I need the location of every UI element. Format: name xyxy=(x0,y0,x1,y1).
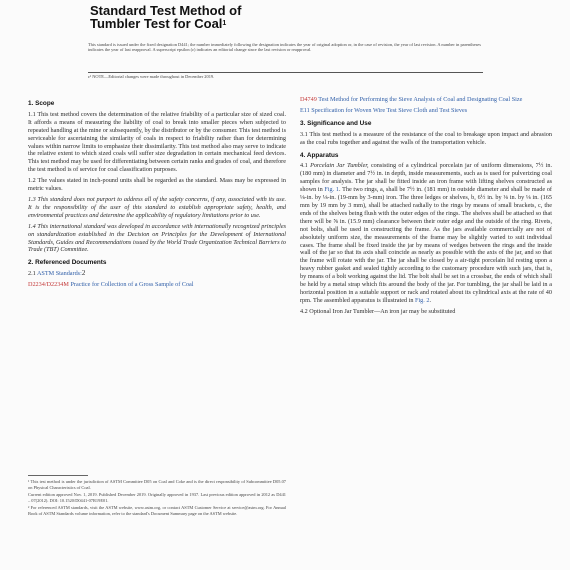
footnote-2-mark: 2 xyxy=(81,269,86,278)
significance-heading: 3. Significance and Use xyxy=(300,119,372,127)
reference-2-1 xyxy=(28,270,286,278)
reference-d4749-code[interactable]: D4749 xyxy=(300,96,317,103)
paragraph-1-3: 1.3 This standard does not purport to address all of the safety concerns, if any, associated with its use. It is the responsibility of the user of this standard to establish appropriate safety, health, and environmental practices and determine the applicability of regulatory limitations prior to use. xyxy=(28,195,286,219)
referenced-documents-heading: 2. Referenced Documents xyxy=(28,259,107,267)
astm-standards-link[interactable]: ASTM Standards: xyxy=(36,270,82,278)
paragraph-1-2: 1.2 The values stated in inch-pound units shall be regarded as the standard. Mass may be expressed in metric values. xyxy=(28,177,286,193)
title-line-2 xyxy=(90,17,530,30)
reference-d2234 xyxy=(28,281,286,289)
paragraph-1-1: 1.1 This test method covers the determination of the relative friability of a particular size of sized coal. It affords a means of measuring the liability of coal to break into smaller pieces when subjected to repeated handling at the mine or subsequently, by the distributor or by the consumer. This test method is serviceable for ascertaining the similarity of coals in respect to friability rather than for determining values within narrow limits to emphasize their dissimilarity. This test method also may serve to indicate the relative extent to which sized coals will suffer size degradation in certain mechanical feed devices. This test method may be used for differentiating between certain ranks and grades of coal, and therefore the test method is of service for coal classification purposes. xyxy=(28,110,286,174)
title-footnote-mark: 1 xyxy=(222,20,227,27)
footnote-divider xyxy=(28,475,88,476)
figure-1-link[interactable]: Fig. 1 xyxy=(324,186,339,194)
reference-d2234-link[interactable]: Practice for Collection of a Gross Sample of Coal xyxy=(70,281,194,289)
reference-e11-code[interactable]: E11 xyxy=(300,106,310,114)
left-column xyxy=(28,100,286,292)
reference-d2234-code[interactable]: D2234/D2234M xyxy=(28,281,69,289)
header-divider xyxy=(88,72,483,73)
right-column xyxy=(300,96,552,319)
reference-d4749-link[interactable]: Test Method for Performing the Sieve Analysis of Coal and Designating Coal Size xyxy=(318,96,523,103)
footnote-2: ² For referenced ASTM standards, visit the ASTM website, www.astm.org, or contact ASTM Customer Service at service@astm.org. For Annual Book of ASTM Standards volume information, refer to the standard's Document Summary page on the ASTM website. xyxy=(28,505,286,516)
page-title xyxy=(90,4,530,30)
paragraph-4-1-title: Porcelain Jar Tumbler, xyxy=(310,162,369,170)
paragraph-4-1-number: 4.1 xyxy=(300,162,308,170)
title-line-1: Standard Test Method of xyxy=(90,3,242,18)
paragraph-3-1: 3.1 This test method is a measure of the resistance of the coal to breakage upon impact and abrasion as the coal rubs together and against the walls of the transportation vehicle. xyxy=(300,130,552,146)
title-line-2-text: Tumbler Test for Coal xyxy=(90,16,223,31)
editorial-note: ε¹ NOTE—Editorial changes were made throughout in December 2019. xyxy=(88,74,215,79)
figure-2-link[interactable]: Fig. 2 xyxy=(415,296,430,304)
scope-heading: 1. Scope xyxy=(28,100,55,107)
footnotes xyxy=(28,475,286,517)
footnote-1-editions: Current edition approved Nov. 1, 2019. Published December 2019. Originally approved in 1937. Last previous edition approved in 2012 as D441 – 07(2012). DOI: 10.1520/D0441-07R19E01. xyxy=(28,492,286,503)
apparatus-heading: 4. Apparatus xyxy=(300,151,339,159)
paragraph-4-1-text-a: consisting of a cylindrical porcelain jar of uniform dimensions, 7½ in. (180 mm) in diameter and 7½ in. in depth, inside measurements, such as is used for pulverizing coal samples for analysis. The jar shall be fitted inside an iron frame with lifting shelves constructed as shown in xyxy=(300,162,553,194)
designation-notice: This standard is issued under the fixed designation D441; the number immediately following the designation indicates the year of original adoption or, in the case of revision, the year of last revision. A number in parentheses indicates the year of last reapproval. A superscript epsilon (ε) indicates an editorial change since the last revision or reapproval. xyxy=(88,42,481,53)
paragraph-4-1 xyxy=(300,162,552,304)
paragraph-1-4: 1.4 This international standard was developed in accordance with internationally recognized principles on standardization established in the Decision on Principles for the Development of International Standards, Guides and Recommendations issued by the World Trade Organization Technical Barriers to Trade (TBT) Committee. xyxy=(28,222,286,254)
reference-2-1-number: 2.1 xyxy=(28,270,36,278)
paragraph-4-2: 4.2 Optional Iron Jar Tumbler—An iron jar may be substituted xyxy=(300,307,456,315)
reference-e11-link[interactable]: Specification for Woven Wire Test Sieve Cloth and Test Sieves xyxy=(311,106,468,114)
reference-d4749 xyxy=(300,96,552,104)
paragraph-4-1-text-c: . xyxy=(429,296,432,304)
footnote-1: ¹ This test method is under the jurisdiction of ASTM Committee D05 on Coal and Coke and is the direct responsibility of Subcommittee D05.07 on Physical Characteristics of Coal. xyxy=(28,479,286,490)
paragraph-4-1-text-b: . The two rings, a, shall be 7½ in. (181 mm) in outside diameter and shall be made of ⅛-in. by ⅛-in. (19-mm by 3-mm) iron. The three ledges or shelves, b, 6½ in. by ⅛ in. by ⅛ in. (165 mm by 19 mm by 3 mm), shall be attached radially to the rings by means of small brackets, c, the ends of the shelves being flush with the outer edges of the rings. The shelves shall be attached so that there will be ⅝ in. (15.9 mm) clearance between their outer edge and the outside of the ring. Rivets, not bolts, shall be used in constructing the frame. As the jars available commercially are not of absolutely uniform size, the measurements of the frame may be slightly varied to suit individual cases. The frame shall be fixed inside the jar by means of wedges between the rings and the inside wall of the jar so that its axis shall coincide as nearly as possible with the axis of the jar, and so that the frame will rotate with the jar. The jar shall be closed by a air-tight porcelain lid resting upon a heavy rubber gasket and sealed tightly according to the customary procedure with such jars, that is, by means of a bolt working against the lid. The bolt shall be set in a crossbar, the ends of which shall be held by a metal strap which fits around the body of the jar. For tumbling, the jar shall be laid in a horizontal position in a suitable support or rack and rotated about its cylindrical axis at the rate of 40 rpm. The assembled apparatus is illustrated in xyxy=(300,186,552,304)
reference-e11 xyxy=(300,107,552,115)
